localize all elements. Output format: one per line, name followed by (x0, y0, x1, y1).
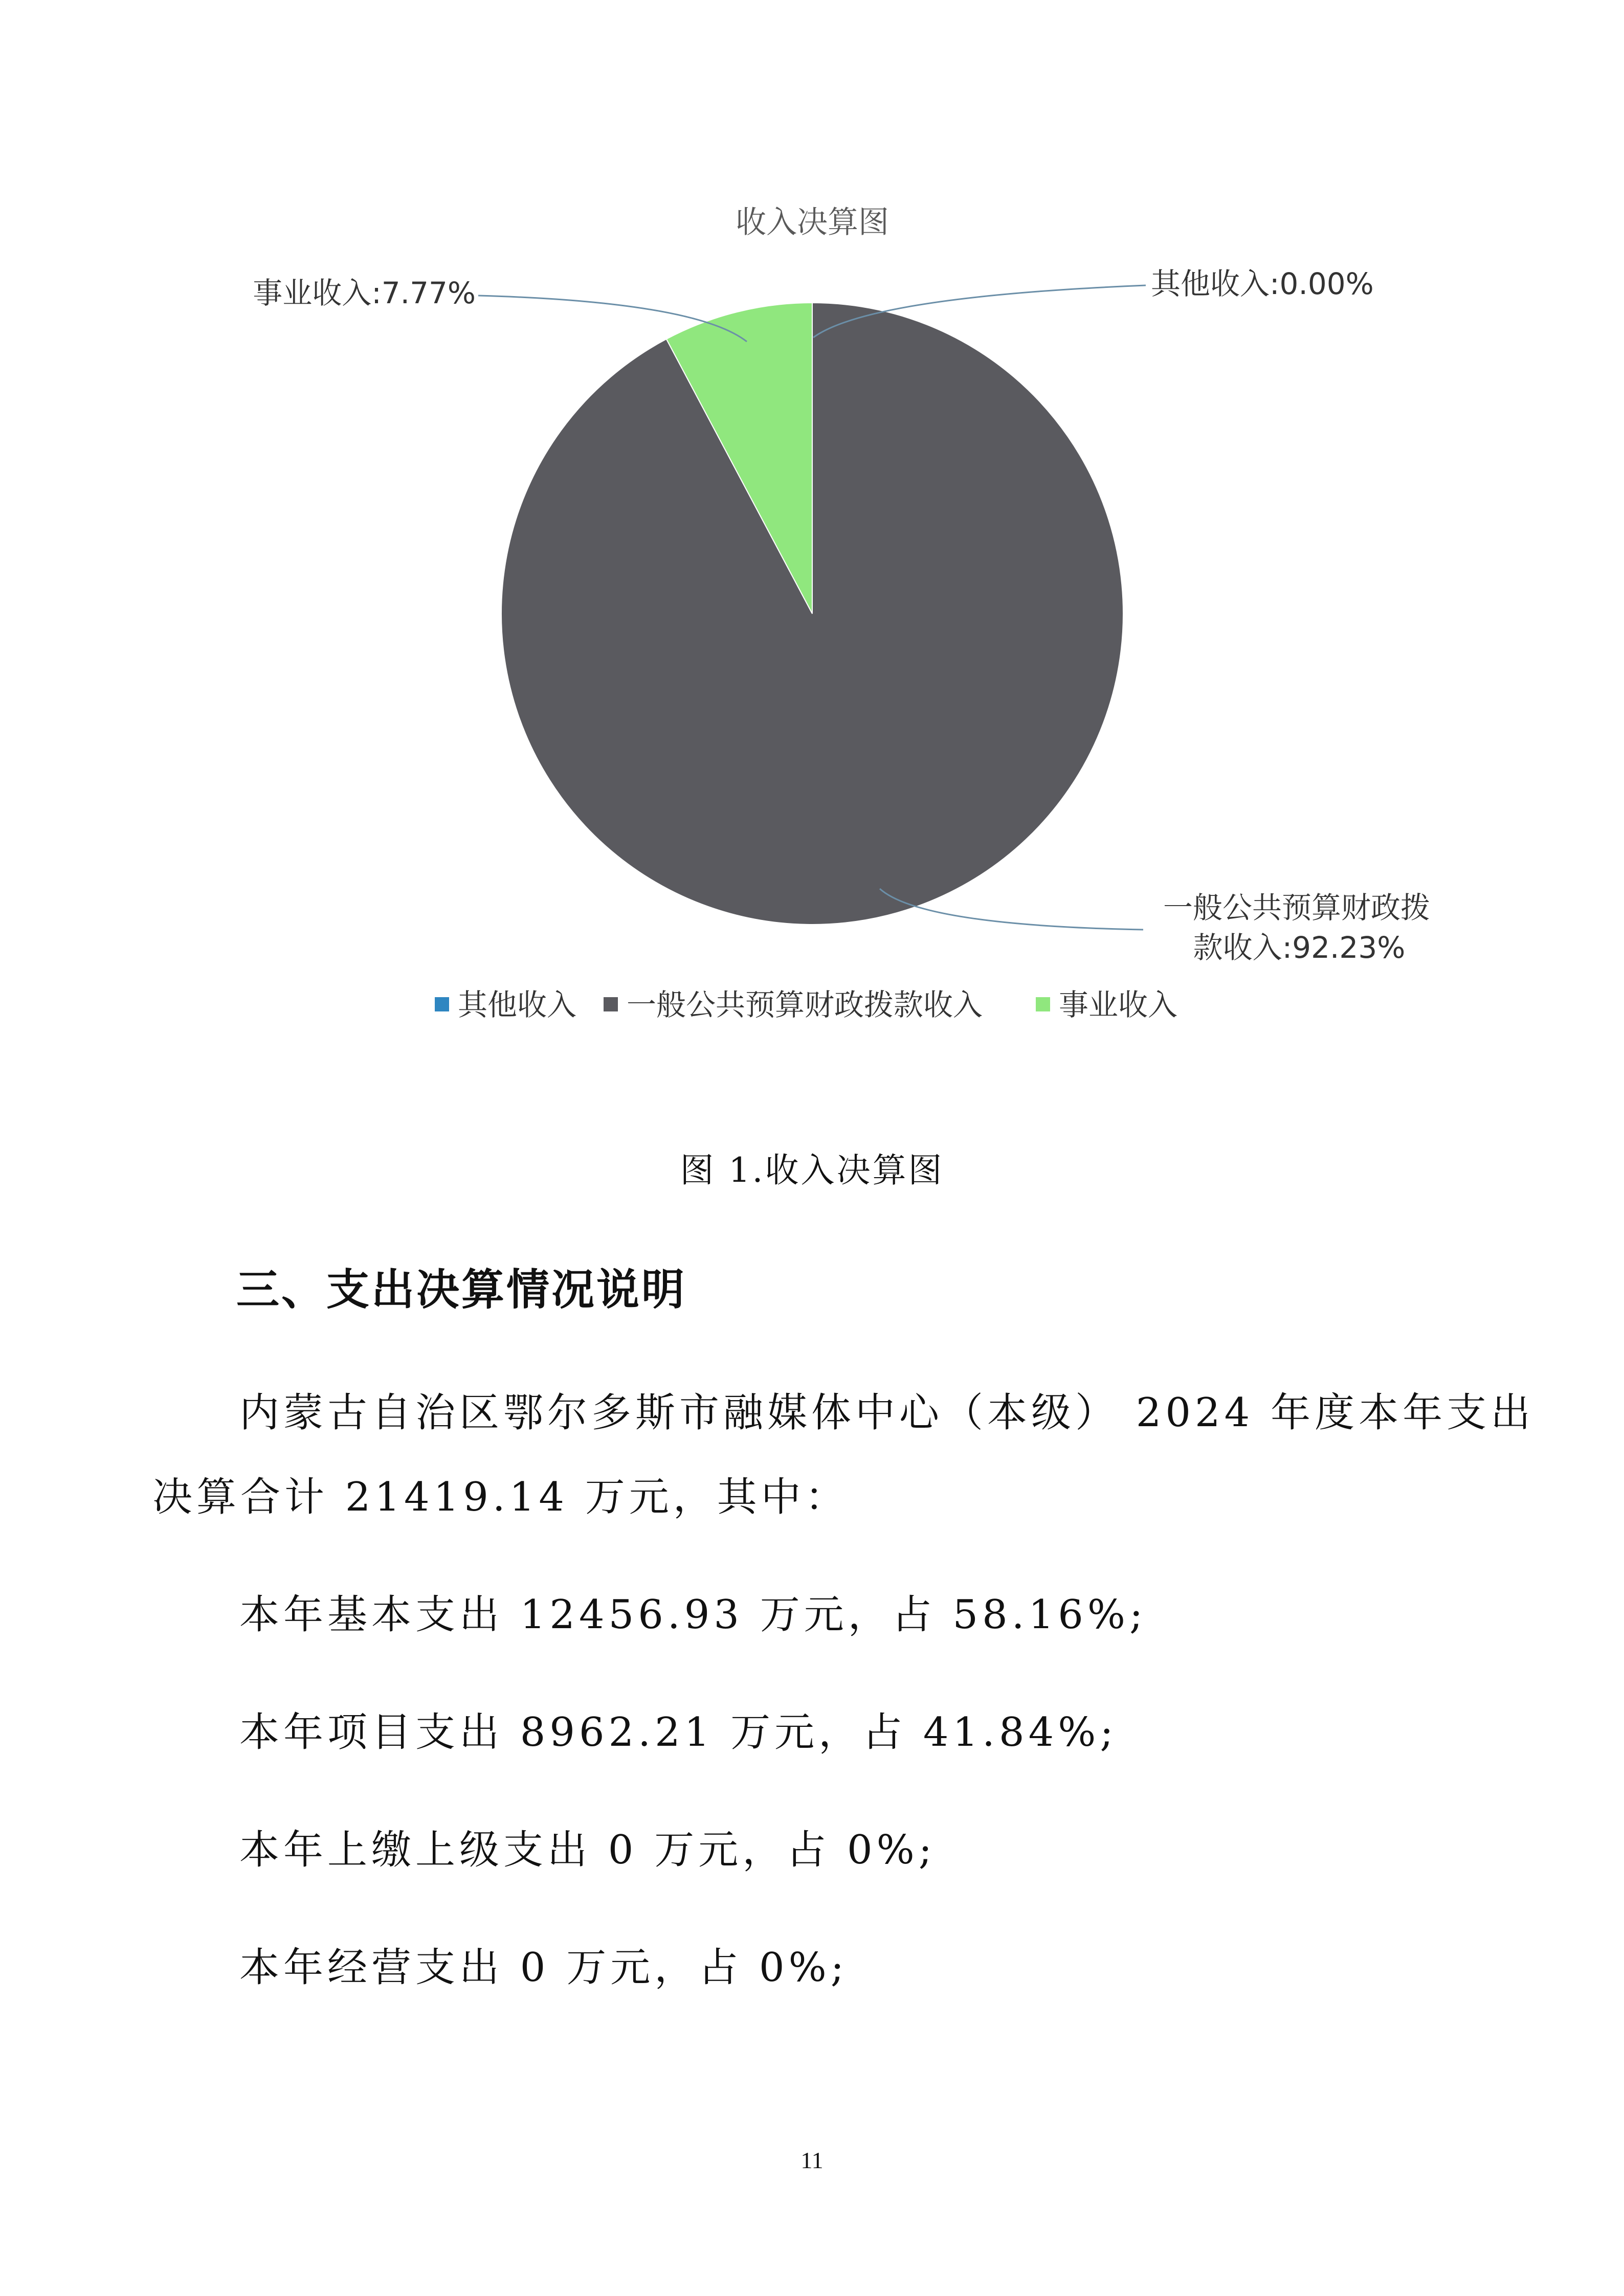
item-basic-expense: 本年基本支出 12456.93 万元，占 58.16%; (239, 1592, 1147, 1638)
chart-title: 收入决算图 (736, 205, 889, 240)
legend-swatch-business (1036, 997, 1050, 1011)
intro-line-1: 内蒙古自治区鄂尔多斯市融媒体中心（本级） 2024 年度本年支出 (239, 1390, 1535, 1436)
section-heading: 三、支出决算情况说明 (236, 1265, 687, 1315)
legend-label-general: 一般公共预算财政拨款收入 (627, 987, 983, 1022)
item-project-expense: 本年项目支出 8962.21 万元，占 41.84%; (239, 1709, 1118, 1755)
label-other-income: 其他收入:0.00% (1151, 266, 1374, 301)
legend-label-other: 其他收入 (458, 987, 577, 1022)
item-remit-expense: 本年上缴上级支出 0 万元，占 0%; (239, 1827, 937, 1873)
label-business-income: 事业收入:7.77% (253, 276, 476, 310)
label-general-income-line1: 一般公共预算财政拨 (1163, 890, 1431, 925)
item-operating-expense: 本年经营支出 0 万元，占 0%; (239, 1945, 849, 1991)
legend-label-business: 事业收入 (1059, 987, 1178, 1022)
legend-swatch-general (604, 997, 618, 1011)
figure-caption: 图 1.收入决算图 (680, 1151, 944, 1190)
page-number: 11 (800, 2147, 824, 2173)
label-general-income-line2: 款收入:92.23% (1193, 930, 1406, 965)
intro-line-2: 决算合计 21419.14 万元，其中： (152, 1474, 849, 1520)
legend-swatch-other (435, 997, 449, 1011)
income-pie-chart (0, 0, 1624, 1074)
chart-legend (435, 987, 1177, 1022)
